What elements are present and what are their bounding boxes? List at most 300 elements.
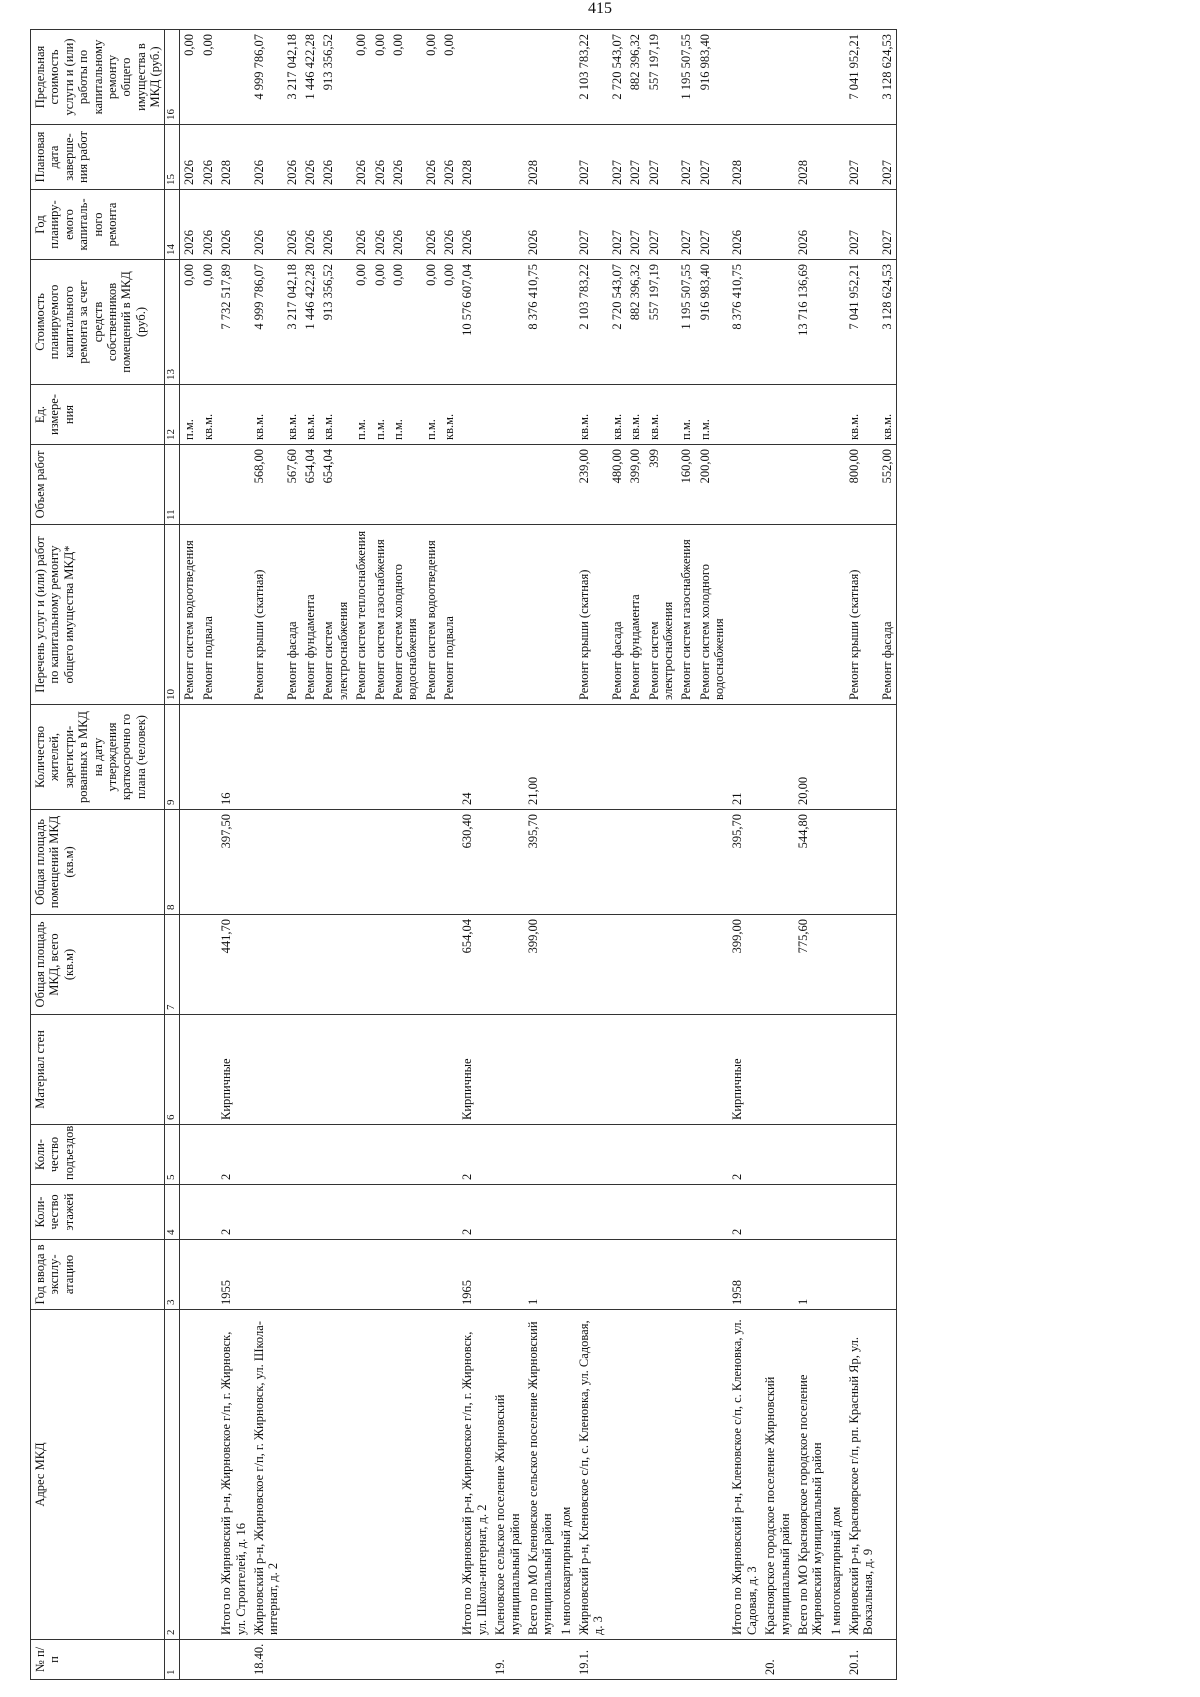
column-header: Количество жителей, зарегистри-рованных в МКД на дату утверждения краткосрочно го плана (человек): [31, 705, 165, 810]
table-cell: [283, 1240, 301, 1310]
table-cell: 1955: [217, 1240, 250, 1310]
table-cell: [180, 1015, 199, 1125]
table-cell: 552,00: [878, 445, 897, 525]
column-number-row: [165, 30, 180, 1680]
table-cell: кв.м.: [575, 385, 608, 445]
column-header: Перечень услуг и (или) работ по капитальному ремонту общего имущества МКД*: [31, 525, 165, 705]
table-cell: Ремонт фасада: [283, 525, 301, 705]
table-row: [491, 30, 524, 1680]
table-cell: [878, 1310, 897, 1640]
table-row: [575, 30, 608, 1680]
column-number: 13: [165, 260, 180, 385]
table-cell: [878, 915, 897, 1015]
table-cell: Ремонт систем газоснабжения: [371, 525, 389, 705]
table-cell: 0,00: [389, 260, 422, 385]
table-cell: [761, 30, 794, 125]
table-cell: [458, 445, 491, 525]
table-cell: [389, 1240, 422, 1310]
table-cell: Ремонт фундамента: [626, 525, 644, 705]
table-cell: [608, 1640, 626, 1680]
column-number: 12: [165, 385, 180, 445]
table-cell: [557, 445, 575, 525]
column-header: № п/п: [31, 1640, 165, 1680]
table-cell: [626, 1640, 644, 1680]
table-row: [794, 30, 827, 1680]
table-cell: [371, 1310, 389, 1640]
table-cell: [199, 1640, 217, 1680]
table-cell: [845, 1125, 878, 1185]
table-cell: [352, 1310, 370, 1640]
table-cell: [491, 385, 524, 445]
table-cell: [180, 1640, 199, 1680]
table-cell: 916 983,40: [696, 30, 729, 125]
table-cell: [575, 915, 608, 1015]
table-cell: [696, 810, 729, 915]
table-cell: 18.40.: [250, 1640, 283, 1680]
table-cell: 2028: [794, 125, 827, 190]
table-cell: [250, 915, 283, 1015]
table-cell: 2 720 543,07: [608, 260, 626, 385]
table-cell: 2 103 783,22: [575, 260, 608, 385]
table-cell: 1 195 507,55: [677, 260, 695, 385]
table-cell: [389, 1125, 422, 1185]
table-cell: [422, 1640, 440, 1680]
table-cell: [677, 1125, 695, 1185]
table-cell: Ремонт крыши (скатная): [250, 525, 283, 705]
table-cell: 2027: [626, 125, 644, 190]
table-row: [458, 30, 491, 1680]
table-cell: [199, 445, 217, 525]
table-cell: [283, 1015, 301, 1125]
table-cell: 239,00: [575, 445, 608, 525]
table-cell: 2026: [301, 190, 319, 260]
table-cell: 568,00: [250, 445, 283, 525]
table-row: [301, 30, 319, 1680]
table-cell: [199, 1015, 217, 1125]
table-cell: [557, 915, 575, 1015]
column-number: 3: [165, 1240, 180, 1310]
table-cell: [626, 810, 644, 915]
table-cell: [557, 1125, 575, 1185]
table-cell: 19.: [491, 1640, 524, 1680]
table-cell: [199, 810, 217, 915]
column-header: Коли-чество подъездов: [31, 1125, 165, 1185]
table-cell: [696, 1240, 729, 1310]
column-header: Адрес МКД: [31, 1310, 165, 1640]
table-cell: 19.1.: [575, 1640, 608, 1680]
column-header: Общая площадь помещений МКД (кв.м): [31, 810, 165, 915]
table-cell: 2026: [199, 125, 217, 190]
table-cell: [217, 525, 250, 705]
column-header: Материал стен: [31, 1015, 165, 1125]
table-cell: [827, 1185, 845, 1240]
table-cell: 16: [217, 705, 250, 810]
table-cell: [728, 445, 761, 525]
table-cell: [422, 915, 440, 1015]
table-cell: 630,40: [458, 810, 491, 915]
table-cell: 10 576 607,04: [458, 260, 491, 385]
table-cell: 395,70: [728, 810, 761, 915]
table-cell: [626, 1310, 644, 1640]
table-cell: [199, 1185, 217, 1240]
table-cell: 20.1.: [845, 1640, 878, 1680]
table-cell: 882 396,32: [626, 30, 644, 125]
column-number: 15: [165, 125, 180, 190]
page-number: 415: [588, 0, 612, 17]
table-cell: 7 041 952,21: [845, 30, 878, 125]
table-cell: [608, 1185, 626, 1240]
table-cell: [319, 1125, 352, 1185]
column-number: 14: [165, 190, 180, 260]
table-cell: [677, 915, 695, 1015]
table-cell: Ремонт систем водоотведения: [180, 525, 199, 705]
table-cell: 8 376 410,75: [524, 260, 557, 385]
table-cell: [728, 525, 761, 705]
table-cell: [422, 1310, 440, 1640]
table-cell: 2027: [608, 190, 626, 260]
table-cell: [440, 1185, 458, 1240]
table-cell: [761, 705, 794, 810]
table-cell: [524, 1015, 557, 1125]
table-row: [845, 30, 878, 1680]
table-cell: 21,00: [524, 705, 557, 810]
table-cell: 2026: [301, 125, 319, 190]
table-cell: [557, 190, 575, 260]
table-cell: 2027: [696, 125, 729, 190]
table-cell: 0,00: [371, 260, 389, 385]
table-cell: Кирпичные: [458, 1015, 491, 1125]
table-cell: [422, 810, 440, 915]
table-cell: [491, 445, 524, 525]
table-cell: 1965: [458, 1240, 491, 1310]
table-cell: [557, 260, 575, 385]
table-cell: [319, 1240, 352, 1310]
table-cell: 3 217 042,18: [283, 260, 301, 385]
table-cell: [491, 125, 524, 190]
table-cell: [180, 705, 199, 810]
table-cell: 480,00: [608, 445, 626, 525]
table-cell: [677, 1240, 695, 1310]
table-cell: кв.м.: [845, 385, 878, 445]
table-cell: [491, 705, 524, 810]
table-cell: [827, 705, 845, 810]
table-cell: 2028: [217, 125, 250, 190]
table-cell: 775,60: [794, 915, 827, 1015]
table-cell: [626, 1125, 644, 1185]
table-cell: [217, 445, 250, 525]
table-cell: 2028: [524, 125, 557, 190]
table-cell: Итого по Жирновский р-н, Кленовское с/п, с. Кленовка, ул. Садовая, д. 3: [728, 1310, 761, 1640]
table-cell: 2026: [371, 125, 389, 190]
table-cell: 2 103 783,22: [575, 30, 608, 125]
table-cell: [389, 705, 422, 810]
table-cell: [761, 915, 794, 1015]
table-cell: 2: [728, 1125, 761, 1185]
table-cell: Ремонт систем холодного водоснабжения: [389, 525, 422, 705]
table-cell: [827, 30, 845, 125]
table-cell: [524, 1125, 557, 1185]
column-header: Год ввода в эксплу-атацию: [31, 1240, 165, 1310]
table-cell: [728, 30, 761, 125]
table-cell: кв.м.: [199, 385, 217, 445]
table-cell: [645, 1240, 678, 1310]
table-cell: [440, 705, 458, 810]
table-cell: [352, 445, 370, 525]
table-cell: кв.м.: [301, 385, 319, 445]
column-header: Стоимость планируемого капитального ремонта за счет средств собственников помещений в МКД (руб.): [31, 260, 165, 385]
table-cell: 3 217 042,18: [283, 30, 301, 125]
column-number: 16: [165, 30, 180, 125]
table-cell: Ремонт систем водоотведения: [422, 525, 440, 705]
table-cell: [827, 915, 845, 1015]
table-cell: [440, 1240, 458, 1310]
table-cell: [524, 445, 557, 525]
table-cell: 2026: [180, 190, 199, 260]
table-cell: [352, 810, 370, 915]
table-cell: [199, 705, 217, 810]
table-cell: [440, 1640, 458, 1680]
table-cell: [557, 1640, 575, 1680]
table-cell: кв.м.: [645, 385, 678, 445]
table-cell: [389, 1185, 422, 1240]
table-cell: 7 041 952,21: [845, 260, 878, 385]
table-cell: 2027: [845, 125, 878, 190]
table-cell: [608, 915, 626, 1015]
table-cell: [389, 915, 422, 1015]
table-cell: Ремонт подвала: [440, 525, 458, 705]
table-cell: [180, 445, 199, 525]
table-cell: [491, 810, 524, 915]
table-cell: 1958: [728, 1240, 761, 1310]
table-cell: [645, 1185, 678, 1240]
table-cell: [608, 810, 626, 915]
table-cell: 2027: [575, 190, 608, 260]
table-cell: [878, 705, 897, 810]
table-cell: [608, 1310, 626, 1640]
column-number: 10: [165, 525, 180, 705]
table-cell: 1: [794, 1240, 827, 1310]
table-cell: [827, 385, 845, 445]
table-cell: [845, 915, 878, 1015]
table-cell: 20.: [761, 1640, 794, 1680]
table-body: [180, 30, 897, 1680]
table-cell: [352, 705, 370, 810]
table-cell: 2027: [677, 190, 695, 260]
column-header: Общая площадь МКД, всего (кв.м): [31, 915, 165, 1015]
table-cell: [827, 125, 845, 190]
table-cell: [371, 915, 389, 1015]
table-cell: 397,50: [217, 810, 250, 915]
table-cell: [371, 1640, 389, 1680]
table-cell: 2026: [371, 190, 389, 260]
table-cell: 399,00: [728, 915, 761, 1015]
table-cell: [301, 1015, 319, 1125]
column-header: Объем работ: [31, 445, 165, 525]
table-cell: 399: [645, 445, 678, 525]
table-cell: [440, 810, 458, 915]
table-cell: [180, 1185, 199, 1240]
table-cell: [250, 1015, 283, 1125]
table-cell: [557, 30, 575, 125]
table-cell: п.м.: [422, 385, 440, 445]
table-cell: [352, 1240, 370, 1310]
table-cell: 4 999 786,07: [250, 260, 283, 385]
table-cell: кв.м.: [608, 385, 626, 445]
table-row: [728, 30, 761, 1680]
table-cell: кв.м.: [250, 385, 283, 445]
table-cell: [458, 1640, 491, 1680]
table-cell: 2026: [389, 190, 422, 260]
table-cell: 882 396,32: [626, 260, 644, 385]
table-cell: Ремонт фасада: [608, 525, 626, 705]
table-row: [645, 30, 678, 1680]
table-cell: [794, 1640, 827, 1680]
table-cell: [319, 915, 352, 1015]
table-row: [761, 30, 794, 1680]
table-cell: 2027: [626, 190, 644, 260]
table-cell: 0,00: [389, 30, 422, 125]
table-cell: [575, 1125, 608, 1185]
table-cell: [645, 810, 678, 915]
table-cell: Кленовское сельское поселение Жирновский муниципальный район: [491, 1310, 524, 1640]
table-cell: [491, 1125, 524, 1185]
table-cell: [575, 1240, 608, 1310]
table-cell: [491, 525, 524, 705]
table-cell: 913 356,52: [319, 260, 352, 385]
table-cell: Жирновский р-н, Красноярское г/п, рп. Красный Яр, ул. Вокзальная, д. 9: [845, 1310, 878, 1640]
table-cell: [319, 1185, 352, 1240]
table-cell: 2026: [180, 125, 199, 190]
table-row: [283, 30, 301, 1680]
table-row: [440, 30, 458, 1680]
table-row: [557, 30, 575, 1680]
table-cell: [696, 1125, 729, 1185]
column-number: 6: [165, 1015, 180, 1125]
table-cell: [728, 1640, 761, 1680]
table-cell: 2027: [645, 125, 678, 190]
table-row: [250, 30, 283, 1680]
table-cell: [608, 1015, 626, 1125]
table-cell: [250, 705, 283, 810]
table-cell: 2026: [352, 125, 370, 190]
table-cell: Жирновский р-н, Кленовское с/п, с. Кленовка, ул. Садовая, д. 3: [575, 1310, 608, 1640]
table-cell: [677, 810, 695, 915]
table-row: [199, 30, 217, 1680]
column-number: 9: [165, 705, 180, 810]
table-cell: Жирновский р-н, Жирновское г/п, г. Жирновск, ул. Школа-интернат, д. 2: [250, 1310, 283, 1640]
table-cell: [283, 1640, 301, 1680]
table-cell: 3 128 624,53: [878, 260, 897, 385]
column-header: Коли-чество этажей: [31, 1185, 165, 1240]
table-cell: 916 983,40: [696, 260, 729, 385]
table-cell: [217, 30, 250, 125]
table-cell: Ремонт фасада: [878, 525, 897, 705]
header-row: [31, 30, 165, 1680]
table-cell: [557, 705, 575, 810]
table-cell: [845, 1185, 878, 1240]
table-cell: [250, 1185, 283, 1240]
table-cell: 913 356,52: [319, 30, 352, 125]
table-cell: [422, 1240, 440, 1310]
table-cell: 2027: [677, 125, 695, 190]
table-cell: 2: [458, 1185, 491, 1240]
table-cell: 0,00: [440, 260, 458, 385]
table-cell: [301, 1240, 319, 1310]
table-cell: 4 999 786,07: [250, 30, 283, 125]
table-cell: 13 716 136,69: [794, 260, 827, 385]
table-cell: [491, 190, 524, 260]
table-cell: [371, 1125, 389, 1185]
table-cell: 2026: [458, 190, 491, 260]
table-cell: [180, 1240, 199, 1310]
table-cell: [878, 1640, 897, 1680]
table-cell: 2026: [422, 125, 440, 190]
table-row: [677, 30, 695, 1680]
table-cell: [575, 1015, 608, 1125]
table-cell: [458, 30, 491, 125]
table-cell: 2027: [696, 190, 729, 260]
table-cell: [645, 705, 678, 810]
table-cell: [199, 1310, 217, 1640]
table-cell: Ремонт подвала: [199, 525, 217, 705]
table-cell: [557, 1240, 575, 1310]
table-cell: [458, 385, 491, 445]
table-cell: [827, 190, 845, 260]
table-cell: 2026: [389, 125, 422, 190]
table-row: [352, 30, 370, 1680]
table-cell: [557, 525, 575, 705]
table-cell: [626, 705, 644, 810]
table-cell: [761, 260, 794, 385]
table-cell: 2026: [319, 190, 352, 260]
table-cell: 2026: [524, 190, 557, 260]
table-cell: Ремонт систем газоснабжения: [677, 525, 695, 705]
table-cell: Ремонт фундамента: [301, 525, 319, 705]
table-cell: 2028: [728, 125, 761, 190]
table-cell: 2027: [878, 190, 897, 260]
table-cell: Красноярское городское поселение Жирновский муниципальный район: [761, 1310, 794, 1640]
table-cell: [422, 1185, 440, 1240]
table-cell: 2026: [422, 190, 440, 260]
table-cell: [283, 1310, 301, 1640]
table-row: [608, 30, 626, 1680]
table-cell: [677, 1015, 695, 1125]
table-cell: [761, 445, 794, 525]
table-cell: п.м.: [389, 385, 422, 445]
table-cell: 557 197,19: [645, 260, 678, 385]
table-cell: [491, 30, 524, 125]
table-cell: [677, 705, 695, 810]
table-cell: 160,00: [677, 445, 695, 525]
table-cell: [319, 1640, 352, 1680]
table-cell: 654,04: [319, 445, 352, 525]
table-cell: [180, 1125, 199, 1185]
table-cell: 21: [728, 705, 761, 810]
table-cell: [575, 705, 608, 810]
table-cell: Всего по МО Красноярское городское поселение Жирновский муниципальный район: [794, 1310, 827, 1640]
table-cell: [389, 810, 422, 915]
table-cell: [608, 705, 626, 810]
table-cell: [250, 1240, 283, 1310]
table-row: [371, 30, 389, 1680]
table-cell: [794, 1185, 827, 1240]
table-cell: [371, 1185, 389, 1240]
table-cell: [283, 1185, 301, 1240]
table-cell: 2027: [645, 190, 678, 260]
table-row: [626, 30, 644, 1680]
table-cell: Ремонт систем холодного водоснабжения: [696, 525, 729, 705]
table-cell: 1 446 422,28: [301, 30, 319, 125]
